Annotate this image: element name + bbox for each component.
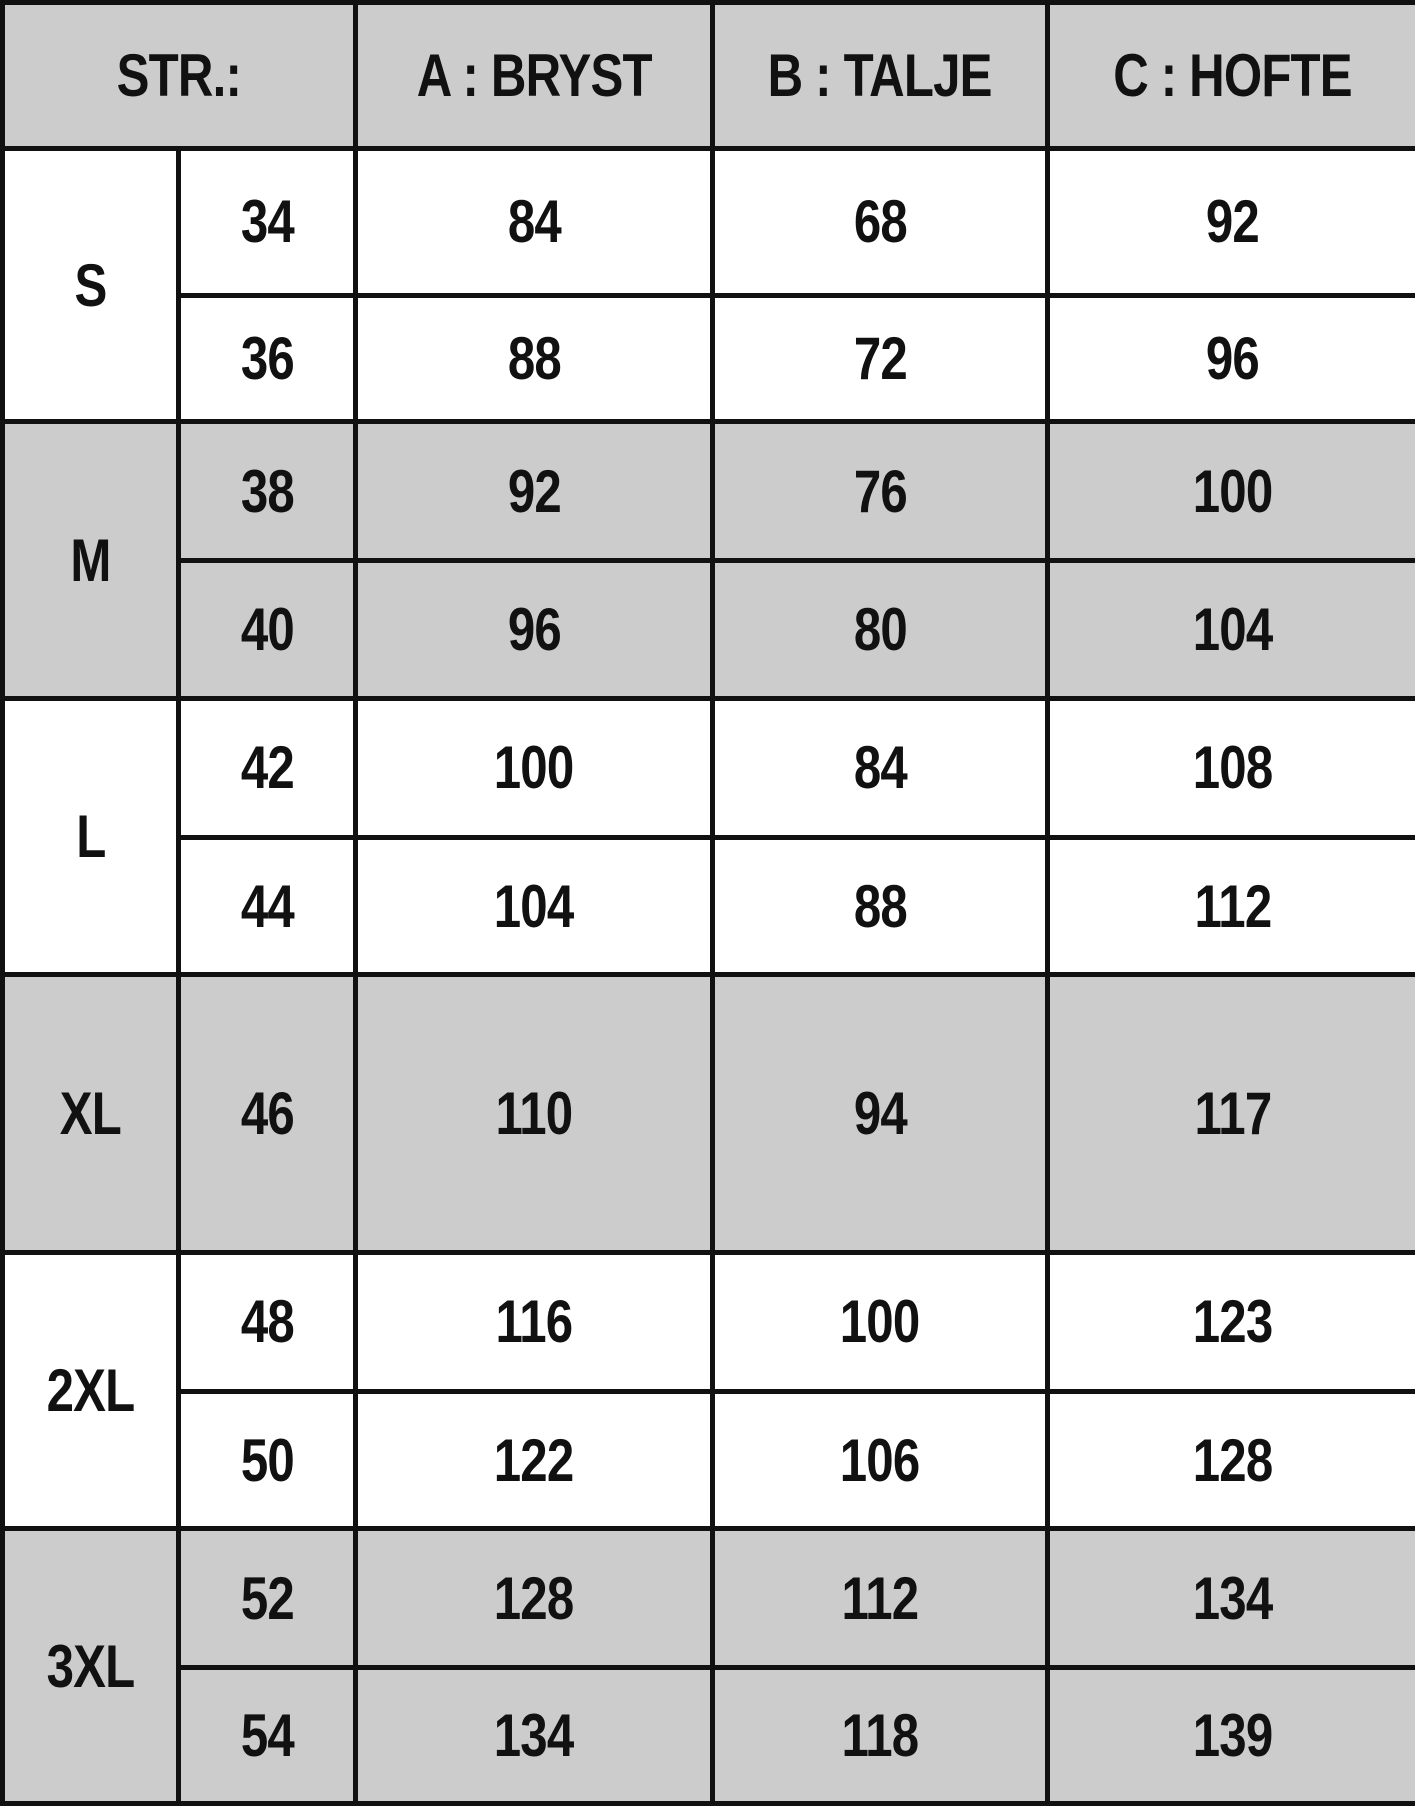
size-number: 50: [179, 1391, 356, 1529]
waist-value: 94: [713, 975, 1048, 1253]
bust-value: 128: [356, 1529, 713, 1668]
hip-value: 104: [1048, 561, 1415, 699]
size-group-label: XL: [3, 975, 179, 1253]
size-number: 48: [179, 1252, 356, 1391]
table-row: [3, 1529, 1415, 1668]
table-row: [3, 698, 1415, 837]
size-number: 52: [179, 1529, 356, 1668]
waist-value: 118: [713, 1668, 1048, 1804]
bust-value: 134: [356, 1668, 713, 1804]
bust-value: 92: [356, 422, 713, 561]
header-waist: B : TALJE: [713, 3, 1048, 149]
size-number: 40: [179, 561, 356, 699]
table-row: [3, 837, 1415, 975]
table-row: [3, 295, 1415, 422]
size-number: 38: [179, 422, 356, 561]
waist-value: 106: [713, 1391, 1048, 1529]
hip-value: 112: [1048, 837, 1415, 975]
bust-value: 110: [356, 975, 713, 1253]
hip-value: 128: [1048, 1391, 1415, 1529]
waist-value: 112: [713, 1529, 1048, 1668]
hip-value: 139: [1048, 1668, 1415, 1804]
hip-value: 117: [1048, 975, 1415, 1253]
size-number: 36: [179, 295, 356, 422]
bust-value: 96: [356, 561, 713, 699]
size-group-label: 3XL: [3, 1529, 179, 1804]
size-number: 42: [179, 698, 356, 837]
header-hip: C : HOFTE: [1048, 3, 1415, 149]
hip-value: 92: [1048, 149, 1415, 296]
size-group-label: 2XL: [3, 1252, 179, 1528]
bust-value: 100: [356, 698, 713, 837]
table-row: [3, 1252, 1415, 1391]
table-row: [3, 975, 1415, 1253]
waist-value: 80: [713, 561, 1048, 699]
hip-value: 100: [1048, 422, 1415, 561]
bust-value: 116: [356, 1252, 713, 1391]
hip-value: 96: [1048, 295, 1415, 422]
table-row: [3, 561, 1415, 699]
header-size: STR.:: [3, 3, 356, 149]
header-bust: A : BRYST: [356, 3, 713, 149]
size-number: 44: [179, 837, 356, 975]
hip-value: 123: [1048, 1252, 1415, 1391]
bust-value: 88: [356, 295, 713, 422]
table-row: [3, 149, 1415, 296]
bust-value: 84: [356, 149, 713, 296]
hip-value: 134: [1048, 1529, 1415, 1668]
header-row: [3, 3, 1415, 149]
waist-value: 84: [713, 698, 1048, 837]
waist-value: 72: [713, 295, 1048, 422]
size-number: 54: [179, 1668, 356, 1804]
hip-value: 108: [1048, 698, 1415, 837]
table-row: [3, 422, 1415, 561]
size-group-label: L: [3, 698, 179, 974]
size-number: 34: [179, 149, 356, 296]
bust-value: 104: [356, 837, 713, 975]
waist-value: 68: [713, 149, 1048, 296]
table-row: [3, 1391, 1415, 1529]
size-group-label: S: [3, 149, 179, 422]
waist-value: 88: [713, 837, 1048, 975]
table-row: [3, 1668, 1415, 1804]
waist-value: 76: [713, 422, 1048, 561]
size-group-label: M: [3, 422, 179, 698]
size-number: 46: [179, 975, 356, 1253]
bust-value: 122: [356, 1391, 713, 1529]
waist-value: 100: [713, 1252, 1048, 1391]
